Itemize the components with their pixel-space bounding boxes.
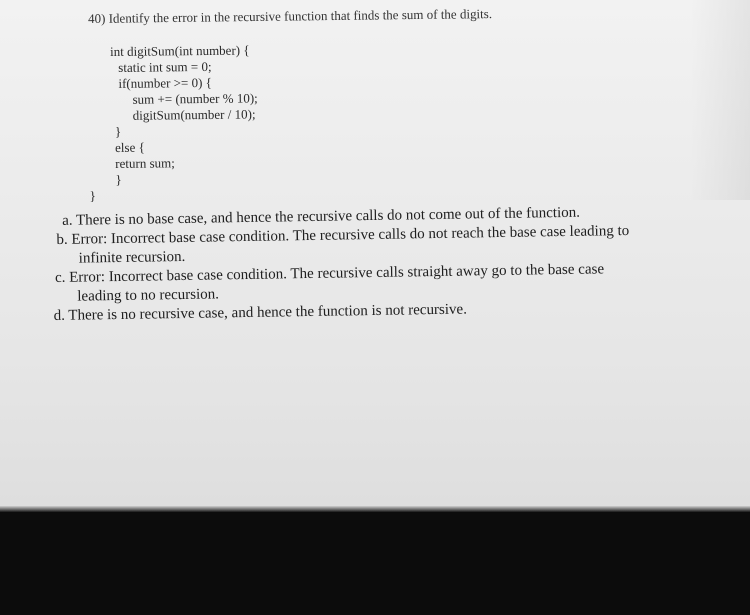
option-d-text: d. There is no recursive case, and hence the function is not recursive. — [53, 301, 468, 325]
code-line-close-else: } — [115, 171, 122, 187]
code-line-sum-add: sum += (number % 10); — [132, 90, 258, 107]
paper-edge-shadow — [0, 506, 750, 512]
option-c-text-line2: leading to no recursion. — [77, 286, 220, 305]
code-line-signature: int digitSum(int number) { — [110, 42, 250, 59]
option-b-text-line1: b. Error: Incorrect base case condition. The recursive calls do not reach the base case leading to — [56, 222, 630, 248]
code-line-recursive-call: digitSum(number / 10); — [132, 106, 256, 123]
answer-options — [54, 202, 696, 326]
code-line-close-function: } — [89, 188, 96, 204]
option-a-text: a. There is no base case, and hence the recursive calls do not come out of the function. — [62, 204, 581, 229]
option-c-text-line1: c. Error: Incorrect base case condition. The recursive calls straight away go to the base case — [54, 261, 605, 286]
code-line-close-if: } — [114, 123, 122, 139]
code-line-static-sum: static int sum = 0; — [118, 58, 212, 75]
code-block — [89, 42, 259, 204]
option-b-text-line2: infinite recursion. — [78, 248, 186, 267]
code-line-if: if(number >= 0) { — [118, 74, 212, 91]
code-line-else: else { — [115, 139, 145, 155]
question-text: 40) Identify the error in the recursive function that finds the sum of the digits. — [88, 6, 493, 26]
code-line-return: return sum; — [115, 155, 175, 171]
